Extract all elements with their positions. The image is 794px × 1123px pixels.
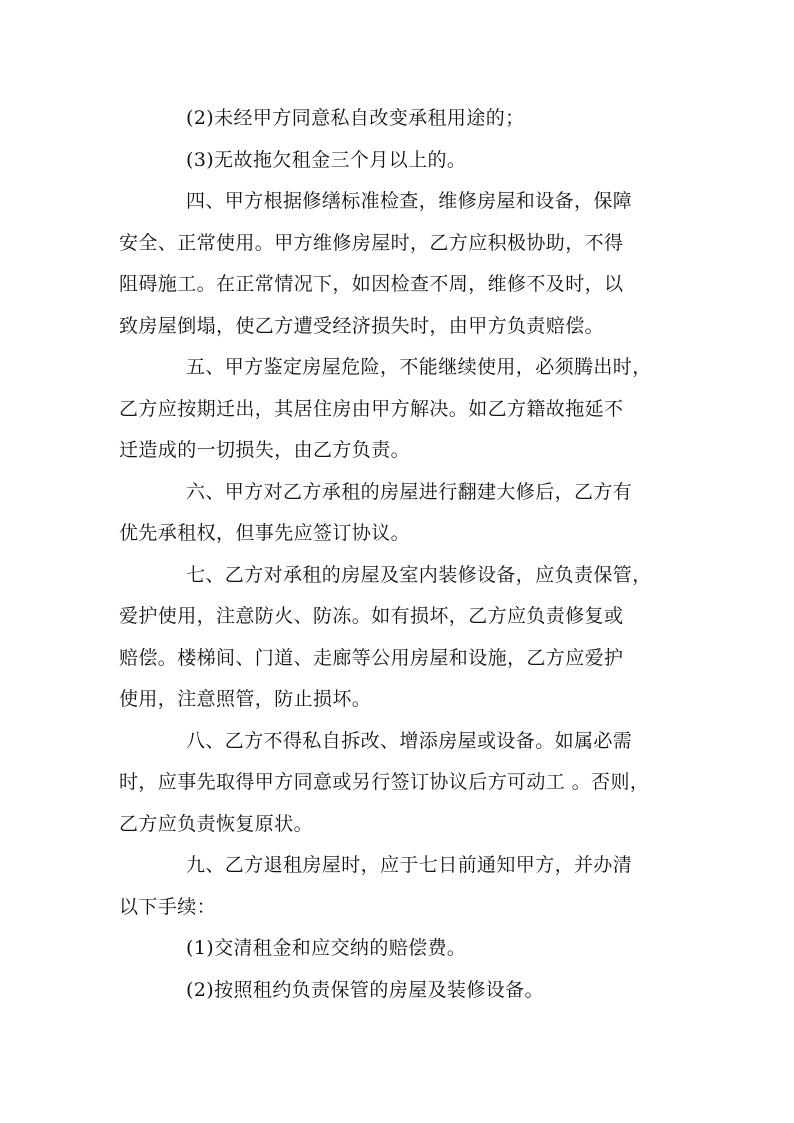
text-line: 七、乙方对承租的房屋及室内装修设备，应负责保管， (186, 563, 652, 586)
contract-body-text (119, 98, 675, 1011)
text-line: 九、乙方退租房屋时，应于七日前通知甲方，并办清 (186, 854, 633, 876)
text-line: 优先承租权，但事先应签订协议。 (119, 522, 411, 544)
text-line: 安全、正常使用。甲方维修房屋时，乙方应积极协助，不得 (119, 231, 624, 254)
text-line: 六、甲方对乙方承租的房屋进行翻建大修后，乙方有 (186, 480, 633, 503)
text-line: 使用，注意照管，防止损坏。 (119, 688, 372, 710)
text-line: 乙方应按期迁出，其居住房由甲方解决。如乙方籍故拖延不 (119, 397, 624, 420)
text-line: 时，应事先取得甲方同意或另行签订协议后方可动工 。否则， (119, 771, 650, 793)
text-line: (1)交清租金和应交纳的赔偿费。 (186, 937, 467, 959)
text-line: (2)按照租约负责保管的房屋及装修设备。 (186, 978, 544, 1001)
text-line: 乙方应负责恢复原状。 (119, 812, 314, 835)
text-line: (2)未经甲方同意私自改变承租用途的； (186, 107, 525, 129)
text-line: 迁造成的一切损失，由乙方负责。 (119, 439, 411, 461)
text-line: 八、乙方不得私自拆改、增添房屋或设备。如属必需 (186, 729, 633, 752)
text-line: 四、甲方根据修缮标准检查，维修房屋和设备，保障 (186, 190, 633, 212)
text-line: 赔偿。楼梯间、门道、走廊等公用房屋和设施，乙方应爱护 (119, 646, 624, 669)
text-line: 五、甲方鉴定房屋危险，不能继续使用，必须腾出时， (186, 356, 652, 378)
text-line: 爱护使用，注意防火、防冻。如有损坏，乙方应负责修复或 (119, 605, 624, 627)
text-line: (3)无故拖欠租金三个月以上的。 (186, 148, 467, 171)
text-line: 以下手续： (119, 895, 217, 918)
text-line: 阻碍施工。在正常情况下，如因检查不周，维修不及时，以 (119, 273, 624, 295)
text-line: 致房屋倒塌，使乙方遭受经济损失时，由甲方负责赔偿。 (119, 314, 605, 337)
